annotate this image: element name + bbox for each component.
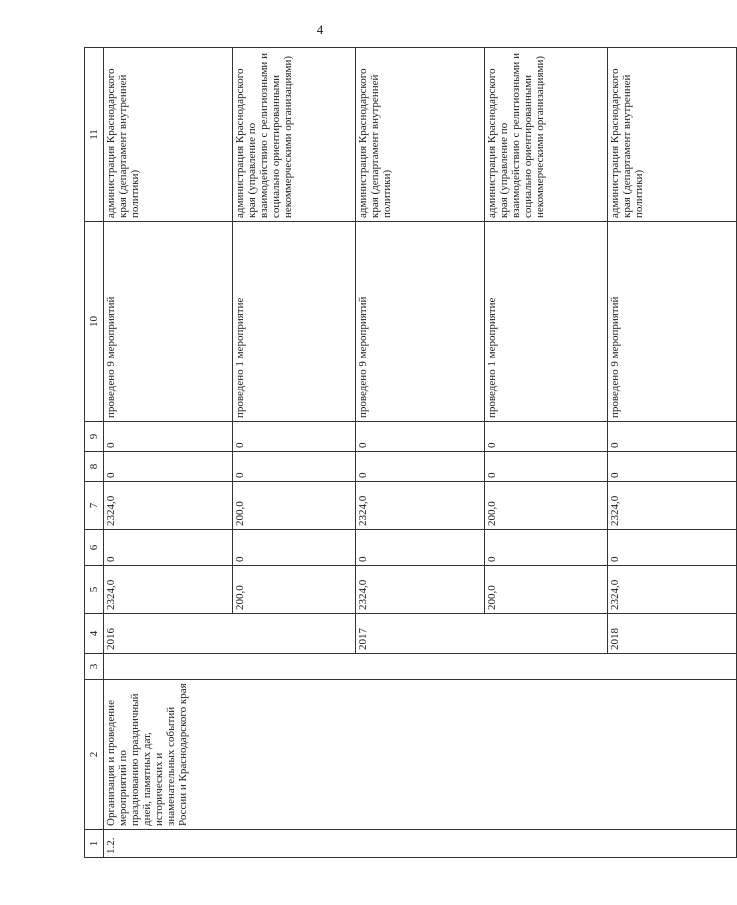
result-cell: проведено 9 мероприятий	[608, 222, 737, 422]
cell-c9: 0	[608, 422, 737, 452]
header-col-5: 5	[85, 566, 104, 614]
cell-c7: 2324,0	[608, 482, 737, 530]
header-col-8: 8	[85, 452, 104, 482]
cell-c6: 0	[356, 530, 485, 566]
executor-cell: администрация Краснодарского края (департамент внутренней политики)	[104, 48, 233, 222]
cell-c7: 200,0	[485, 482, 608, 530]
rotated-table-container	[84, 48, 645, 858]
cell-c6: 0	[104, 530, 233, 566]
cell-c9: 0	[485, 422, 608, 452]
executor-cell: администрация Краснодарского края (департамент внутренней политики)	[356, 48, 485, 222]
header-col-1: 1	[85, 830, 104, 858]
cell-c5: 200,0	[233, 566, 356, 614]
header-col-2: 2	[85, 680, 104, 830]
table-row	[104, 48, 233, 858]
cell-c9: 0	[356, 422, 485, 452]
cell-c7: 2324,0	[104, 482, 233, 530]
item-col3	[104, 654, 737, 680]
cell-c6: 0	[608, 530, 737, 566]
executor-cell: администрация Краснодарского края (департамент внутренней политики)	[608, 48, 737, 222]
cell-c5: 2324,0	[608, 566, 737, 614]
executor-cell: администрация Краснодарского края (управление по взаимодействию с религиозными и социально ориентированными некоммерческими организациями)	[485, 48, 608, 222]
header-col-10: 10	[85, 222, 104, 422]
header-col-3: 3	[85, 654, 104, 680]
cell-c5: 2324,0	[104, 566, 233, 614]
cell-c9: 0	[104, 422, 233, 452]
cell-c8: 0	[233, 452, 356, 482]
cell-c8: 0	[104, 452, 233, 482]
result-cell: проведено 1 мероприятие	[485, 222, 608, 422]
cell-c6: 0	[485, 530, 608, 566]
cell-c6: 0	[233, 530, 356, 566]
cell-c9: 0	[233, 422, 356, 452]
header-row	[85, 48, 104, 858]
result-cell: проведено 9 мероприятий	[356, 222, 485, 422]
cell-c8: 0	[608, 452, 737, 482]
result-cell: проведено 1 мероприятие	[233, 222, 356, 422]
header-col-11: 11	[85, 48, 104, 222]
item-name: Организация и проведение мероприятий по празднованию праздничный дней, памятных дат, исторических и знаменательных событий России и Краснодарского края	[104, 680, 737, 830]
header-col-9: 9	[85, 422, 104, 452]
cell-c5: 2324,0	[356, 566, 485, 614]
year-cell: 2016	[104, 614, 356, 654]
header-col-4: 4	[85, 614, 104, 654]
header-col-6: 6	[85, 530, 104, 566]
cell-c5: 200,0	[485, 566, 608, 614]
year-cell: 2018	[608, 614, 737, 654]
cell-c8: 0	[485, 452, 608, 482]
executor-cell: администрация Краснодарского края (управление по взаимодействию с религиозными и социально ориентированными некоммерческими организациями)	[233, 48, 356, 222]
year-cell: 2017	[356, 614, 608, 654]
program-table	[84, 47, 737, 858]
cell-c8: 0	[356, 452, 485, 482]
header-col-7: 7	[85, 482, 104, 530]
cell-c7: 200,0	[233, 482, 356, 530]
item-number: 1.2.	[104, 830, 737, 858]
page-number: 4	[316, 22, 324, 37]
result-cell: проведено 9 мероприятий	[104, 222, 233, 422]
cell-c7: 2324,0	[356, 482, 485, 530]
